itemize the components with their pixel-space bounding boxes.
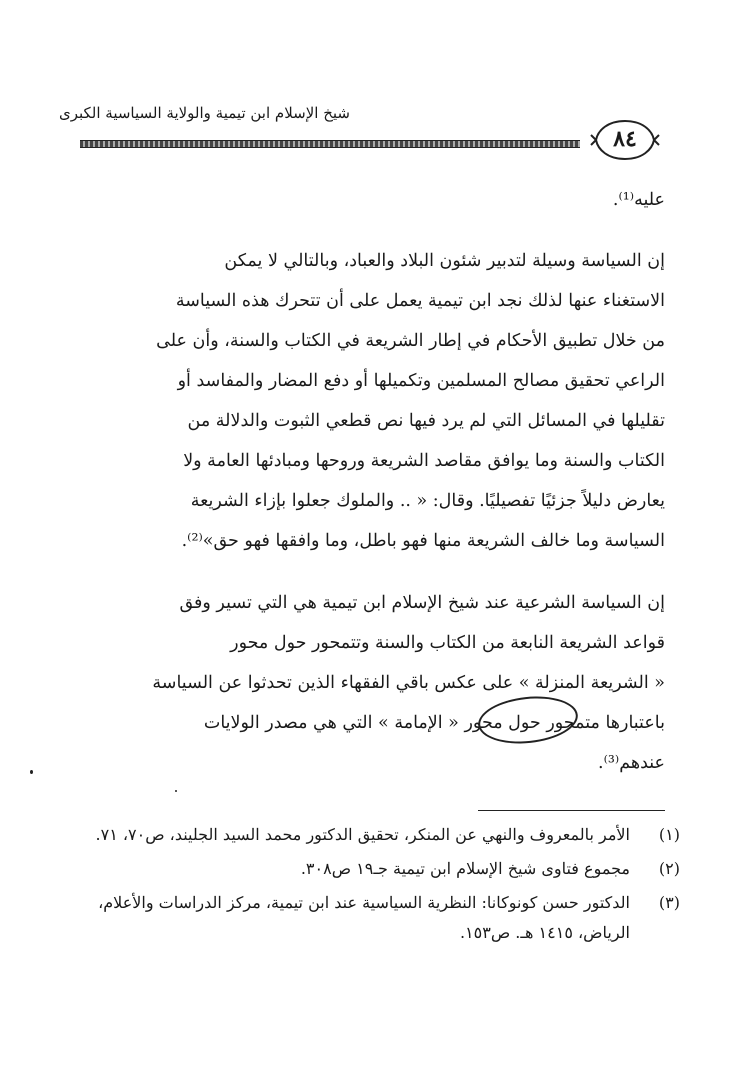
running-header: شيخ الإسلام ابن تيمية والولاية السياسية الكبرى: [58, 104, 350, 122]
text-line: من خلال تطبيق الأحكام في إطار الشريعة في الكتاب والسنة، وأن على: [156, 331, 665, 351]
footnote-item: [95, 854, 680, 884]
ink-dot: [175, 790, 177, 792]
text-line: قواعد الشريعة النابعة من الكتاب والسنة وتتمحور حول محور: [230, 633, 665, 653]
text-line: « الشريعة المنزلة » على عكس باقي الفقهاء الذين تحدثوا عن السياسة: [152, 673, 665, 693]
text-line: الاستغناء عنها لذلك نجد ابن تيمية يعمل على أن تتحرك هذه السياسة: [175, 291, 665, 311]
text-line: تقليلها في المسائل التي لم يرد فيها نص قطعي الثبوت والدلالة من: [187, 411, 665, 431]
footnote-separator: [478, 810, 665, 811]
paragraph-3: [85, 583, 665, 783]
footnote-text: الأمر بالمعروف والنهي عن المنكر، تحقيق الدكتور محمد السيد الجليند، ص٧٠، ٧١.: [95, 825, 630, 844]
text-line: يعارض دليلاً جزئيًا تفصيليًا. وقال: « .. والملوك جعلوا بإزاء الشريعة: [190, 491, 665, 511]
text-line: عندهم⁽³⁾.: [598, 753, 665, 773]
text-line: عليه⁽¹⁾.: [612, 190, 665, 210]
footnote-number: (١): [658, 825, 680, 844]
footnote-item: [95, 820, 680, 850]
footnote-number: (٣): [658, 893, 680, 912]
text-line: السياسة وما خالف الشريعة منها فهو باطل، وما وافقها فهو حق»⁽²⁾.: [181, 531, 665, 551]
paragraph-2: [85, 241, 665, 561]
text-line: الكتاب والسنة وما يوافق مقاصد الشريعة وروحها ومبادئها العامة ولا: [183, 451, 665, 471]
text-line: باعتبارها متمحور حول محور « الإمامة » التي هي مصدر الولايات: [203, 713, 665, 733]
footnote-text: مجموع فتاوى شيخ الإسلام ابن تيمية جـ١٩ ص٣٠٨.: [300, 859, 630, 878]
ink-dot: [30, 770, 33, 774]
footnote-number: (٢): [658, 859, 680, 878]
footnote-item: [95, 888, 680, 948]
paragraph-1: [85, 180, 665, 220]
text-line: إن السياسة الشرعية عند شيخ الإسلام ابن تيمية هي التي تسير وفق: [179, 593, 665, 613]
text-line: إن السياسة وسيلة لتدبير شئون البلاد والعباد، وبالتالي لا يمكن: [224, 251, 665, 271]
header-rule: [80, 140, 580, 148]
footnotes: [95, 820, 680, 952]
footnote-text: الدكتور حسن كونوكانا: النظرية السياسية عند ابن تيمية، مركز الدراسات والأعلام، الرياض، ١٤١٥ هـ. ص١٥٣.: [98, 893, 630, 942]
page-number: ٨٤: [613, 126, 637, 152]
text-line: الراعي تحقيق مصالح المسلمين وتكميلها أو دفع المضار والمفاسد أو: [177, 371, 665, 391]
